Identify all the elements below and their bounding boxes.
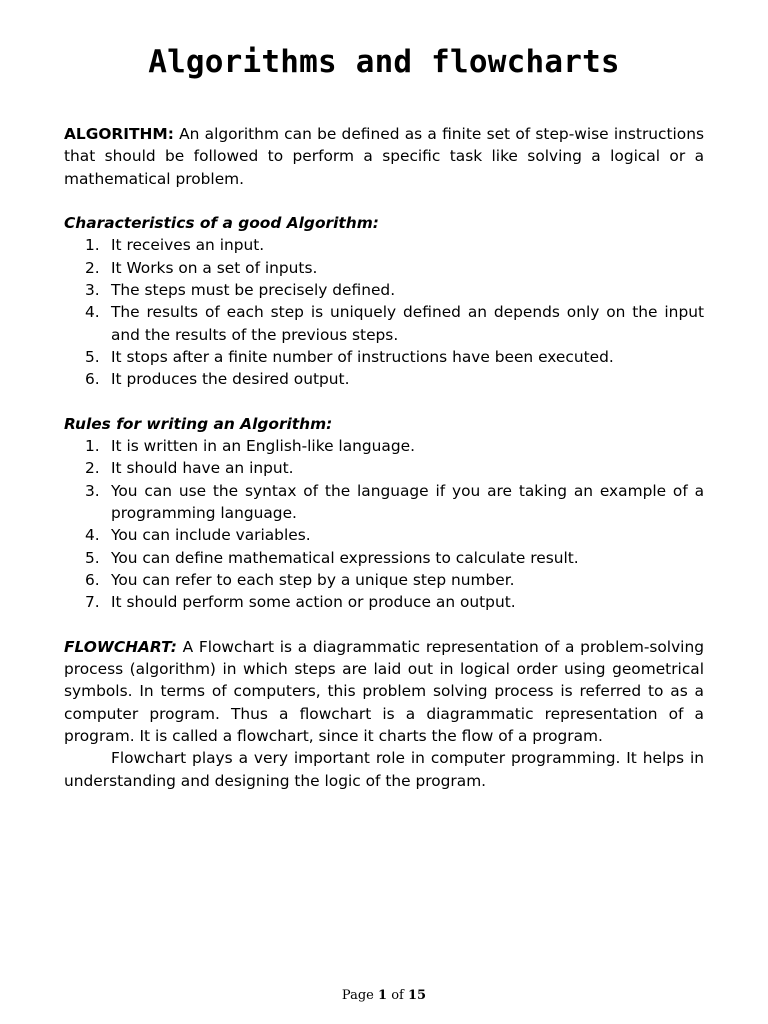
list-item [64, 368, 704, 390]
list-item-text: You can include variables. [111, 526, 311, 545]
list-item [64, 435, 704, 457]
list-number: 2. [85, 459, 100, 478]
page-title: Algorithms and flowcharts [148, 44, 620, 80]
list-item-text: The steps must be precisely defined. [111, 281, 396, 300]
of-word: of [391, 988, 404, 1003]
list-item-text: You can use the syntax of the language if you are taking an example of a programming language. [111, 481, 704, 523]
list-item [64, 346, 704, 368]
list-item [64, 457, 704, 479]
total-page-count: 15 [407, 988, 427, 1003]
spacer [64, 614, 704, 636]
list-item-text: It Works on a set of inputs. [111, 258, 318, 277]
flowchart-label: FLOWCHART: [64, 637, 177, 656]
list-number: 1. [85, 437, 100, 456]
list-item [64, 591, 704, 613]
list-item [64, 301, 704, 346]
list-number: 3. [85, 281, 100, 300]
list-number: 3. [85, 481, 100, 500]
algorithm-paragraph [64, 123, 704, 190]
flowchart-paragraph [64, 636, 704, 747]
algorithm-definition: An algorithm can be defined as a finite set of step-wise instructions that should be followed to perform a specific task like solving a logical or a mathematical problem. [64, 125, 704, 188]
list-number: 4. [85, 303, 100, 322]
list-number: 6. [85, 570, 100, 589]
list-item-text: It stops after a finite number of instructions have been executed. [111, 347, 614, 366]
flowchart-definition: A Flowchart is a diagrammatic representation of a problem-solving process (algorithm) in which steps are laid out in logical order using geometrical symbols. In terms of computers, this problem solving process is referred to as a computer program. Thus a flowchart is a diagrammatic representation of a program. It is called a flowchart, since it charts the flow of a program. [64, 637, 704, 746]
list-item [64, 569, 704, 591]
list-number: 5. [85, 347, 100, 366]
list-item [64, 547, 704, 569]
list-item [64, 480, 704, 525]
characteristics-list [64, 234, 704, 390]
page-footer [0, 988, 768, 1003]
characteristics-heading: Characteristics of a good Algorithm: [64, 214, 379, 233]
document-body [64, 123, 704, 792]
list-item-text: The results of each step is uniquely defined an depends only on the input and the results of the previous steps. [111, 303, 704, 344]
list-item-text: It should perform some action or produce an output. [111, 593, 516, 612]
spacer [64, 391, 704, 413]
page-word: Page [341, 988, 374, 1003]
list-number: 7. [85, 593, 100, 612]
list-item [64, 234, 704, 256]
list-item [64, 257, 704, 279]
list-item [64, 279, 704, 301]
flowchart-importance-paragraph: Flowchart plays a very important role in computer programming. It helps in understanding and designing the logic of the program. [64, 749, 704, 790]
list-item-text: It produces the desired output. [111, 370, 350, 389]
list-item-text: It should have an input. [111, 459, 294, 478]
rules-list [64, 435, 704, 613]
list-item-text: You can define mathematical expressions to calculate result. [111, 548, 579, 567]
list-item-text: You can refer to each step by a unique step number. [111, 570, 515, 589]
list-item-text: It receives an input. [111, 236, 265, 255]
list-item [64, 524, 704, 546]
list-number: 5. [85, 548, 100, 567]
algorithm-label: ALGORITHM: [64, 125, 174, 143]
spacer [64, 190, 704, 212]
rules-heading: Rules for writing an Algorithm: [64, 414, 333, 433]
list-number: 1. [85, 236, 100, 255]
current-page-number: 1 [378, 988, 388, 1003]
list-item-text: It is written in an English-like language. [111, 437, 415, 456]
list-number: 2. [85, 258, 100, 277]
list-number: 4. [85, 526, 100, 545]
list-number: 6. [85, 370, 100, 389]
